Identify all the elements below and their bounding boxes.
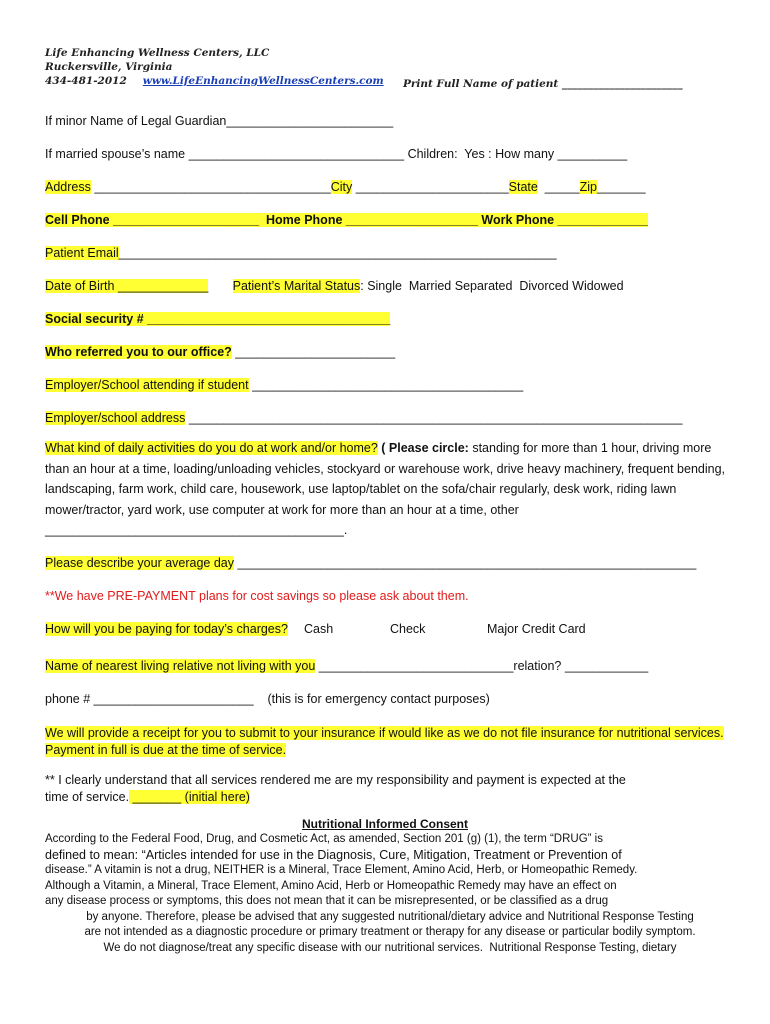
zip-label: Zip xyxy=(579,180,597,194)
employer-address-line[interactable]: _______________________________________________________________________ xyxy=(185,411,683,425)
relative-row[interactable] xyxy=(45,658,648,674)
phones-row[interactable] xyxy=(45,212,648,228)
activities-question[interactable] xyxy=(45,438,735,541)
emergency-phone-field[interactable]: phone # _______________________ (this is for emergency contact purposes) xyxy=(45,692,490,706)
referred-line[interactable]: _______________________ xyxy=(231,345,396,359)
employer-row[interactable] xyxy=(45,377,523,393)
dob-marital-row[interactable] xyxy=(45,278,624,294)
consent-line: Although a Vitamin, a Mineral, Trace Element, Amino Acid, Herb or Homeopathic Remedy may have an effect on xyxy=(45,879,617,892)
marital-label: Patient’s Marital Status xyxy=(232,279,361,293)
consent-line: defined to mean: “Articles intended for use in the Diagnosis, Cure, Mitigation, Treatment or Prevention of xyxy=(45,847,622,862)
activities-circle: ( Please circle: xyxy=(377,441,469,455)
referred-label: Who referred you to our office? xyxy=(45,345,232,359)
activities-label: What kind of daily activities do you do at work and/or home? xyxy=(45,441,378,455)
initial-here-field[interactable]: _______ (initial here) xyxy=(129,789,250,804)
ssn-field[interactable]: Social security # ___________________________________ xyxy=(45,312,391,326)
receipt-notice: We will provide a receipt for you to submit to your insurance if would like as we do not file insurance for nutritional services. Payment in full is due at the time of service. xyxy=(45,726,724,757)
address-row[interactable]: Address __________________________________City ______________________State _____Zip_______ xyxy=(45,180,646,194)
responsibility-text: ** I clearly understand that all services rendered me are my responsibility and payment is expected at the time of service. xyxy=(45,773,626,804)
employer-address-label: Employer/school address xyxy=(45,411,186,425)
consent-body xyxy=(45,832,735,956)
consent-title: Nutritional Informed Consent xyxy=(302,817,468,831)
average-day-line[interactable]: __________________________________________________________________ xyxy=(234,556,697,570)
activities-options[interactable]: standing for more than 1 hour, driving more than an hour at a time, loading/unloading vehicles, stockyard or warehouse work, drive heavy machinery, frequent bending, landscaping, farm work, child care, housework, use laptop/tablet on the sofa/chair regularly, desk work, riding lawn mower/tractor, yard work, use computer at work for more than an hour at a time, other ___________________________________________. xyxy=(45,441,726,537)
payment-label: How will you be paying for today’s charges? xyxy=(45,622,288,636)
employer-label: Employer/School attending if student xyxy=(45,378,249,392)
average-day-row[interactable] xyxy=(45,555,696,571)
employer-address-row[interactable] xyxy=(45,410,682,426)
phone-fields[interactable]: Cell Phone _____________________ Home Phone ___________________ Work Phone _____________ xyxy=(45,213,648,227)
print-name-field[interactable]: Print Full Name of patient _______________________ xyxy=(403,78,683,90)
org-location: Ruckersville, Virginia xyxy=(45,61,173,73)
referred-row[interactable] xyxy=(45,344,395,360)
org-phone: 434-481-2012 xyxy=(45,75,127,87)
payment-row[interactable] xyxy=(45,621,288,637)
prepayment-notice: **We have PRE-PAYMENT plans for cost savings so please ask about them. xyxy=(45,589,469,603)
address-label: Address xyxy=(45,180,91,194)
ssn-row[interactable] xyxy=(45,311,390,327)
email-row[interactable] xyxy=(45,245,557,261)
relative-label: Name of nearest living relative not living with you xyxy=(45,659,316,673)
email-label: Patient Email xyxy=(45,246,119,260)
consent-line: by anyone. Therefore, please be advised that any suggested nutritional/dietary advice and Nutritional Response Testing xyxy=(86,910,694,923)
consent-line: are not intended as a diagnostic procedure or primary treatment or therapy for any disease or particular bodily symptom. xyxy=(84,926,696,938)
city-label: City xyxy=(330,180,353,194)
pay-check-option[interactable]: Check xyxy=(390,622,426,636)
website-link[interactable]: www.LifeEnhancingWellnessCenters.com xyxy=(142,75,384,87)
consent-line: We do not diagnose/treat any specific disease with our nutritional services. Nutritional Response Testing, dietary xyxy=(103,941,677,954)
consent-line: According to the Federal Food, Drug, and Cosmetic Act, as amended, Section 201 (g) (1), the term “DRUG” is xyxy=(45,833,603,845)
guardian-field[interactable]: If minor Name of Legal Guardian________________________ xyxy=(45,114,394,128)
marital-options[interactable]: : Single Married Separated Divorced Widowed xyxy=(360,279,624,293)
relative-line[interactable]: ____________________________relation? ____________ xyxy=(315,659,649,673)
dob-field[interactable]: Date of Birth _____________ xyxy=(45,279,209,293)
pay-cash-option[interactable]: Cash xyxy=(304,622,334,636)
employer-line[interactable]: _______________________________________ xyxy=(248,378,524,392)
consent-line: disease.” A vitamin is not a drug, NEITHER is a Mineral, Trace Element, Amino Acid, Herb, or Homeopathic Remedy. xyxy=(45,864,638,876)
average-day-label: Please describe your average day xyxy=(45,556,235,570)
org-name: Life Enhancing Wellness Centers, LLC xyxy=(45,47,270,59)
consent-line: any disease process or symptoms, this does not mean that it can be misrepresented, or be classified as a drug xyxy=(45,895,609,907)
pay-credit-option[interactable]: Major Credit Card xyxy=(487,622,586,636)
practice-header xyxy=(45,46,384,88)
responsibility-statement[interactable] xyxy=(45,772,645,805)
email-line[interactable]: _______________________________________________________________ xyxy=(118,246,557,260)
spouse-children-field[interactable]: If married spouse’s name _______________________________ Children: Yes : How many __________ xyxy=(45,147,628,161)
state-label: State xyxy=(508,180,538,194)
